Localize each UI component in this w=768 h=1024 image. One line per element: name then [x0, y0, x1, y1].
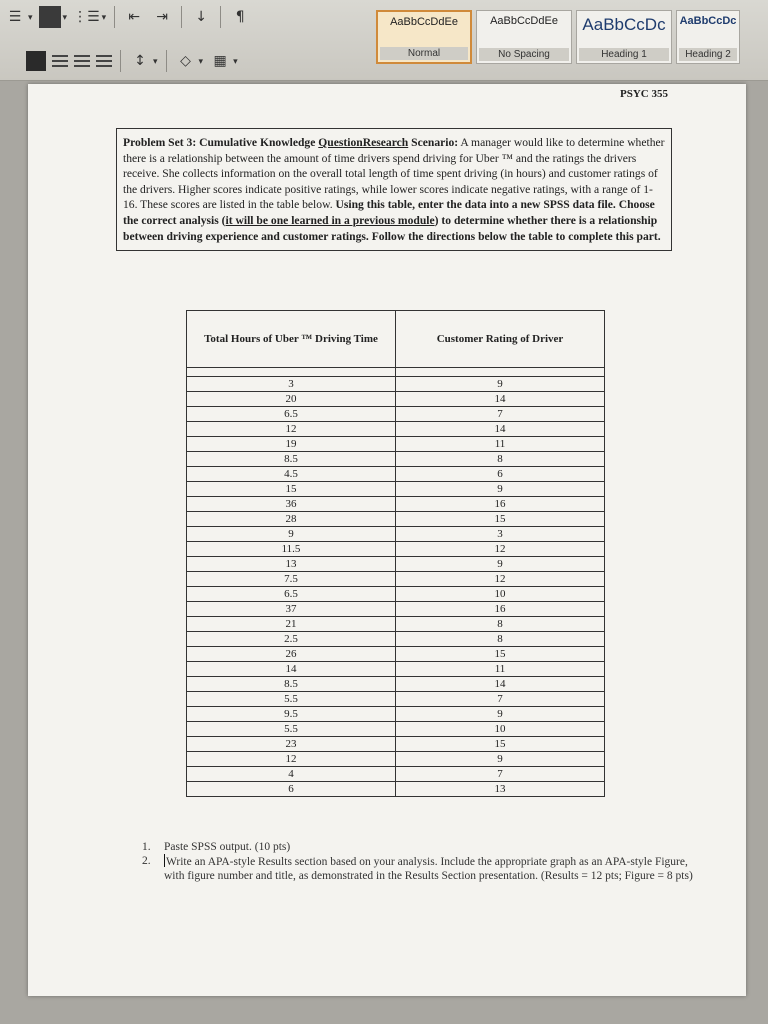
rating-cell: 8: [396, 632, 605, 647]
instruction-item: [142, 854, 702, 883]
table-row: [187, 752, 605, 767]
rating-cell: 14: [396, 392, 605, 407]
style-sample: AaBbCcDdEe: [390, 16, 458, 28]
ribbon-row-alignment: [26, 50, 238, 72]
instruction-number: 2.: [142, 855, 151, 867]
data-table: [186, 310, 605, 797]
column-header-hours: Total Hours of Uber ™ Driving Time: [187, 311, 396, 368]
hours-cell: 8.5: [187, 452, 396, 467]
hours-cell: 23: [187, 737, 396, 752]
style-sample: AaBbCcDc: [679, 15, 737, 27]
style-sample: AaBbCcDc: [582, 15, 666, 34]
separator: [120, 50, 121, 72]
line-spacing-icon[interactable]: ↕: [134, 53, 146, 69]
document-page[interactable]: [28, 84, 746, 996]
course-header: PSYC 355: [620, 88, 668, 100]
paint-bucket-dropdown-icon[interactable]: ▾: [198, 55, 204, 66]
instruction-body: [164, 854, 702, 883]
table-row: [187, 437, 605, 452]
align-left-icon[interactable]: [26, 51, 46, 71]
rating-cell: 8: [396, 617, 605, 632]
rating-cell: 12: [396, 572, 605, 587]
hours-cell: 4.5: [187, 467, 396, 482]
table-row: [187, 632, 605, 647]
table-row: [187, 587, 605, 602]
problem-lead: Problem Set 3: Cumulative Knowledge: [123, 136, 319, 149]
hours-cell: 4: [187, 767, 396, 782]
style-name: Normal: [380, 47, 468, 60]
ribbon-toolbar: [0, 0, 768, 81]
hours-cell: 14: [187, 662, 396, 677]
table-row: [187, 557, 605, 572]
table-row: [187, 527, 605, 542]
hours-cell: 5.5: [187, 692, 396, 707]
rating-cell: 9: [396, 482, 605, 497]
separator: [114, 6, 115, 28]
borders-dropdown-icon[interactable]: ▾: [233, 55, 238, 66]
rating-cell: 13: [396, 782, 605, 797]
rating-cell: 9: [396, 557, 605, 572]
problem-lead-underlined: QuestionResearch: [318, 136, 409, 149]
instruction-number: 1.: [142, 841, 151, 853]
separator: [220, 6, 221, 28]
table-row: [187, 467, 605, 482]
table-row: [187, 377, 605, 392]
multilevel-dropdown-icon[interactable]: ▾: [101, 11, 107, 22]
table-row: [187, 542, 605, 557]
table-row: [187, 692, 605, 707]
justify-icon[interactable]: [96, 55, 112, 67]
hours-cell: 6: [187, 782, 396, 797]
increase-indent-icon[interactable]: ⇥: [156, 9, 169, 25]
problem-lead-end: Scenario:: [408, 136, 459, 149]
rating-cell: 9: [396, 707, 605, 722]
hours-cell: 13: [187, 557, 396, 572]
style-heading-1[interactable]: [576, 10, 672, 64]
rating-cell: 6: [396, 467, 605, 482]
borders-icon[interactable]: ▦: [213, 53, 227, 69]
table-body: [187, 368, 605, 797]
hours-cell: 3: [187, 377, 396, 392]
table-row: [187, 602, 605, 617]
instructions-list: [142, 840, 702, 883]
style-heading-2[interactable]: [676, 10, 740, 64]
problem-instruction-end: ) to determine whether there is a relationship between driving experience and customer ratings. Follow the directions below the table to complete this part.: [123, 213, 661, 243]
rating-cell: 10: [396, 722, 605, 737]
ribbon-row-paragraph: [4, 6, 251, 28]
style-name: Heading 2: [679, 48, 737, 61]
column-header-rating: Customer Rating of Driver: [396, 311, 605, 368]
multilevel-list-icon[interactable]: ⋮☰: [73, 9, 100, 25]
hours-cell: 15: [187, 482, 396, 497]
rating-cell: 11: [396, 662, 605, 677]
hours-cell: 12: [187, 422, 396, 437]
decrease-indent-icon[interactable]: ⇤: [128, 9, 141, 25]
table-row: [187, 767, 605, 782]
hours-cell: 37: [187, 602, 396, 617]
problem-statement-box[interactable]: [116, 128, 672, 251]
table-row: [187, 512, 605, 527]
rating-cell: 14: [396, 422, 605, 437]
shading-dropdown-icon[interactable]: ▾: [62, 11, 68, 22]
rating-cell: 9: [396, 752, 605, 767]
rating-cell: 12: [396, 542, 605, 557]
hours-cell: 2.5: [187, 632, 396, 647]
table-row: [187, 407, 605, 422]
table-row: [187, 707, 605, 722]
table-row: [187, 617, 605, 632]
hours-cell: 7.5: [187, 572, 396, 587]
table-row: [187, 392, 605, 407]
table-row: [187, 572, 605, 587]
hours-cell: 9.5: [187, 707, 396, 722]
problem-text: A manager would like to determine whether there is a relationship between the amount of time drivers spend driving for Uber ™ and the ratings the drivers receive. She collects information on the overall total length of time spent driving (in hours) and customer ratings of the drivers. Higher scores indicate positive ratings, while lower scores indicate negative ratings, with a range of 1-16. These scores are listed in the table below.: [123, 136, 665, 212]
shading-color-icon[interactable]: [39, 6, 61, 28]
table-row: [187, 722, 605, 737]
table-row: [187, 422, 605, 437]
hours-cell: 5.5: [187, 722, 396, 737]
rating-cell: 9: [396, 377, 605, 392]
hours-cell: 11.5: [187, 542, 396, 557]
hours-cell: 26: [187, 647, 396, 662]
style-name: No Spacing: [479, 48, 569, 61]
style-no-spacing[interactable]: [476, 10, 572, 64]
hours-cell: 28: [187, 512, 396, 527]
hours-cell: 36: [187, 497, 396, 512]
style-name: Heading 1: [579, 48, 669, 61]
rating-cell: 16: [396, 497, 605, 512]
rating-cell: 15: [396, 737, 605, 752]
hours-cell: 6.5: [187, 587, 396, 602]
table-row: [187, 452, 605, 467]
rating-cell: 10: [396, 587, 605, 602]
hours-cell: 21: [187, 617, 396, 632]
table-row: [187, 782, 605, 797]
hours-cell: 9: [187, 527, 396, 542]
table-row: [187, 737, 605, 752]
rating-cell: 3: [396, 527, 605, 542]
hours-cell: 20: [187, 392, 396, 407]
rating-cell: 15: [396, 512, 605, 527]
table-row: [187, 662, 605, 677]
bullets-dropdown-icon[interactable]: ▾: [28, 11, 33, 22]
styles-gallery: [376, 10, 740, 64]
rating-cell: 7: [396, 767, 605, 782]
separator: [181, 6, 182, 28]
line-spacing-dropdown-icon[interactable]: ▾: [153, 55, 158, 66]
table-row: [187, 677, 605, 692]
separator: [166, 50, 167, 72]
problem-instruction: Using this table, enter the data into a new SPSS data file. Choose the correct analysis (: [123, 198, 655, 227]
align-center-icon[interactable]: [52, 55, 68, 67]
rating-cell: 7: [396, 692, 605, 707]
hours-cell: 8.5: [187, 677, 396, 692]
instruction-item: [142, 840, 702, 854]
spacer-row: [187, 368, 605, 377]
align-right-icon[interactable]: [74, 55, 90, 67]
hours-cell: 6.5: [187, 407, 396, 422]
rating-cell: 14: [396, 677, 605, 692]
rating-cell: 16: [396, 602, 605, 617]
rating-cell: 11: [396, 437, 605, 452]
instruction-text: Write an APA-style Results section based on your analysis. Include the appropriate graph as an APA-style Figure, with figure number and title, as demonstrated in the Results Section presentation. (Results = 12 pts; Figure = 8 pts): [164, 856, 693, 882]
rating-cell: 15: [396, 647, 605, 662]
sort-icon[interactable]: ↓: [195, 9, 208, 25]
style-sample: AaBbCcDdEe: [490, 15, 558, 27]
instruction-text: Paste SPSS output. (10 pts): [164, 841, 291, 853]
bullets-icon[interactable]: ☰: [8, 9, 22, 25]
hours-cell: 12: [187, 752, 396, 767]
table-row: [187, 497, 605, 512]
table-row: [187, 482, 605, 497]
style-normal[interactable]: [376, 10, 472, 64]
problem-instruction-underlined: it will be one learned in a previous module: [225, 213, 435, 227]
pilcrow-icon[interactable]: ¶: [235, 9, 245, 25]
rating-cell: 8: [396, 452, 605, 467]
paint-bucket-icon[interactable]: ◇: [180, 53, 191, 69]
table-row: [187, 647, 605, 662]
hours-cell: 19: [187, 437, 396, 452]
text-cursor: [164, 854, 165, 867]
rating-cell: 7: [396, 407, 605, 422]
